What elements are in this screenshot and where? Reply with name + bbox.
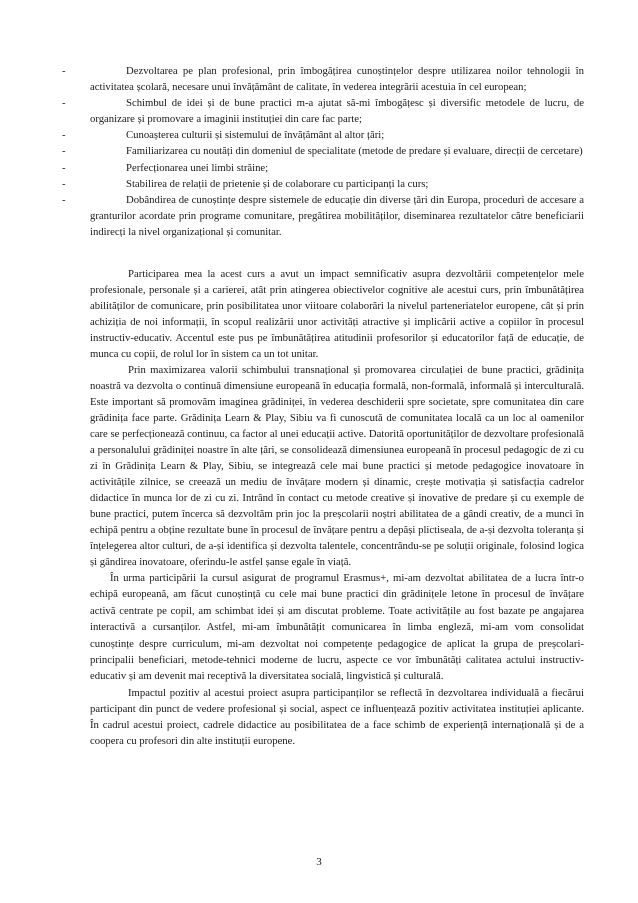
bullet-marker: - [62,193,66,206]
list-item-text: Schimbul de idei și de bune practici m-a ajutat să-mi îmbogățesc și diversific metodele de lucru, de organizare și promovare a imaginii instituției din care fac parte; [90,97,584,126]
bullet-marker: - [62,65,66,77]
list-item [62,176,584,192]
list-item-text: Dobândirea de cunoștințe despre sistemele de educație din diverse țări din Europa, proceduri de accesare a granturilor acordate prin programe comunitare, pregătirea mobilităților, diseminarea rezultatelor către beneficiarii indirecți la nivel organizațional și comunitar. [90,193,584,238]
paragraph [90,362,584,570]
list-item-text: Perfecționarea unei limbi străine; [126,161,269,174]
bullet-marker: - [62,177,66,190]
paragraph [90,266,584,362]
list-item [62,63,584,95]
body-text [90,266,584,749]
list-item [62,143,584,159]
list-item-text: Dezvoltarea pe plan profesional, prin îmbogățirea cunoștințelor despre utilizarea noilor tehnologii în activitatea școlară, necesare unui învățământ de calitate, în vederea integrării acestuia în cel european; [90,65,584,94]
list-item [62,192,584,240]
bullet-marker: - [62,145,66,158]
paragraph [90,570,584,685]
paragraph-text: Participarea mea la acest curs a avut un impact semnificativ asupra dezvoltării competențelor mele profesionale, personale și a carierei, atât prin atingerea obiectivelor cognitive ale acestui curs, prin îmbunătățirea abilităților de comunicare, prin posibilitatea unor viitoare colaborări la nivelul parteneriatelor europene, cât și prin achiziția de noi informații, în scopul realizării unor activități atractive și implicării active a copiilor în procesul instructiv-educativ. Accentul este pus pe îmbunătățirea atitudinii profesorilor și educatorilor față de educație, de munca cu copii, de rolul lor în sistem ca un tot unitar. [90,268,584,360]
bullet-marker: - [62,129,66,142]
list-item-text: Cunoașterea culturii și sistemului de învățământ al altor țări; [126,129,385,142]
paragraph-text: În urma participării la cursul asigurat de programul Erasmus+, mi-am dezvoltat abilitatea de a lucra într-o echipă europeană, am făcut cunoștință cu cele mai bune practici din grădinițele letone în procesul de învățare activă centrate pe copil, am schimbat idei și am discutat probleme. Toate activitățile au fost bazate pe angajarea interactivă a cursanților. Astfel, mi-am îmbunătățit comunicarea în limba engleză, mi-am vom consolidat cunoștințe despre curriculum, mi-am dezvoltat noi competențe pedagogice de aplicat la grupa de preșcolari- principalii beneficiari, metode-tehnici moderne de lucru, aspecte ce vor îmbunătăți calitatea actului instructiv-educativ și am devenit mai receptivă la diversitatea socială, lingvistică și culturală. [90,572,584,683]
page-number: 3 [316,856,322,868]
paragraph [90,685,584,749]
list-item [62,160,584,176]
paragraph-text: Prin maximizarea valorii schimbului transnațional și promovarea circulației de bune practici, grădinița noastră va dezvolta o continuă dimensiune europeană în educația formală, non-formală, informală și interculturală. Este important să promovăm imaginea grădiniței, în vederea deschiderii spre societate, spre comunitatea din care grădinița face parte. Grădinița Learn & Play, Sibiu va fi cunoscută de comunitatea locală ca un loc al oamenilor care se perfecționează continuu, ca factor al unei educații active. Datorită oportunităților de dezvoltare profesională a personalului grădiniței noastre în alte țări, se consolidează dimensiunea europeană în procesul pedagogic de zi cu zi în Grădinița Learn & Play, Sibiu, se integrează cele mai bune practici și metode pedagogice inovatoare în activitățile zilnice, se creează un mediu de învățare modern și dinamic, crește motivația și satisfacția cadrelor didactice în munca lor de zi cu zi. Intrând în contact cu metode creative și inovative de predare și cu exemple de bune practici, putem încerca să dezvoltăm prin joc la preșcolarii noștri abilitatea de a gândi creativ, de a munci în echipă pentru a obține rezultate bune în procesul de învățare pentru a depăși plictiseala, de a-și dezvolta toleranța și înțelegerea altor culturi, de a-și identifica și dezvolta talentele, concentrându-se pe soluții originale, folosind logica și gândirea inovatoare, oferindu-le astfel șanse egale în viață. [90,364,584,568]
bullet-marker: - [62,97,66,110]
list-item [62,127,584,143]
bullet-marker: - [62,161,66,174]
paragraph-text: Impactul pozitiv al acestui proiect asupra participanților se reflectă în dezvoltarea individuală a fiecărui participant din punct de vedere profesional și social, aspect ce influențează pozitiv activitatea instituției aplicante. În cadrul acestui proiect, cadrele didactice au posibilitatea de a face schimb de experiență internațională și de a coopera cu profesori din alte instituții europene. [90,686,584,747]
list-item-text: Stabilirea de relații de prietenie și de colaborare cu participanți la curs; [126,177,429,190]
list-item [62,95,584,127]
bullet-list [62,63,584,240]
list-item-text: Familiarizarea cu noutăți din domeniul de specialitate (metode de predare și evaluare, direcții de cercetare) [126,145,583,158]
